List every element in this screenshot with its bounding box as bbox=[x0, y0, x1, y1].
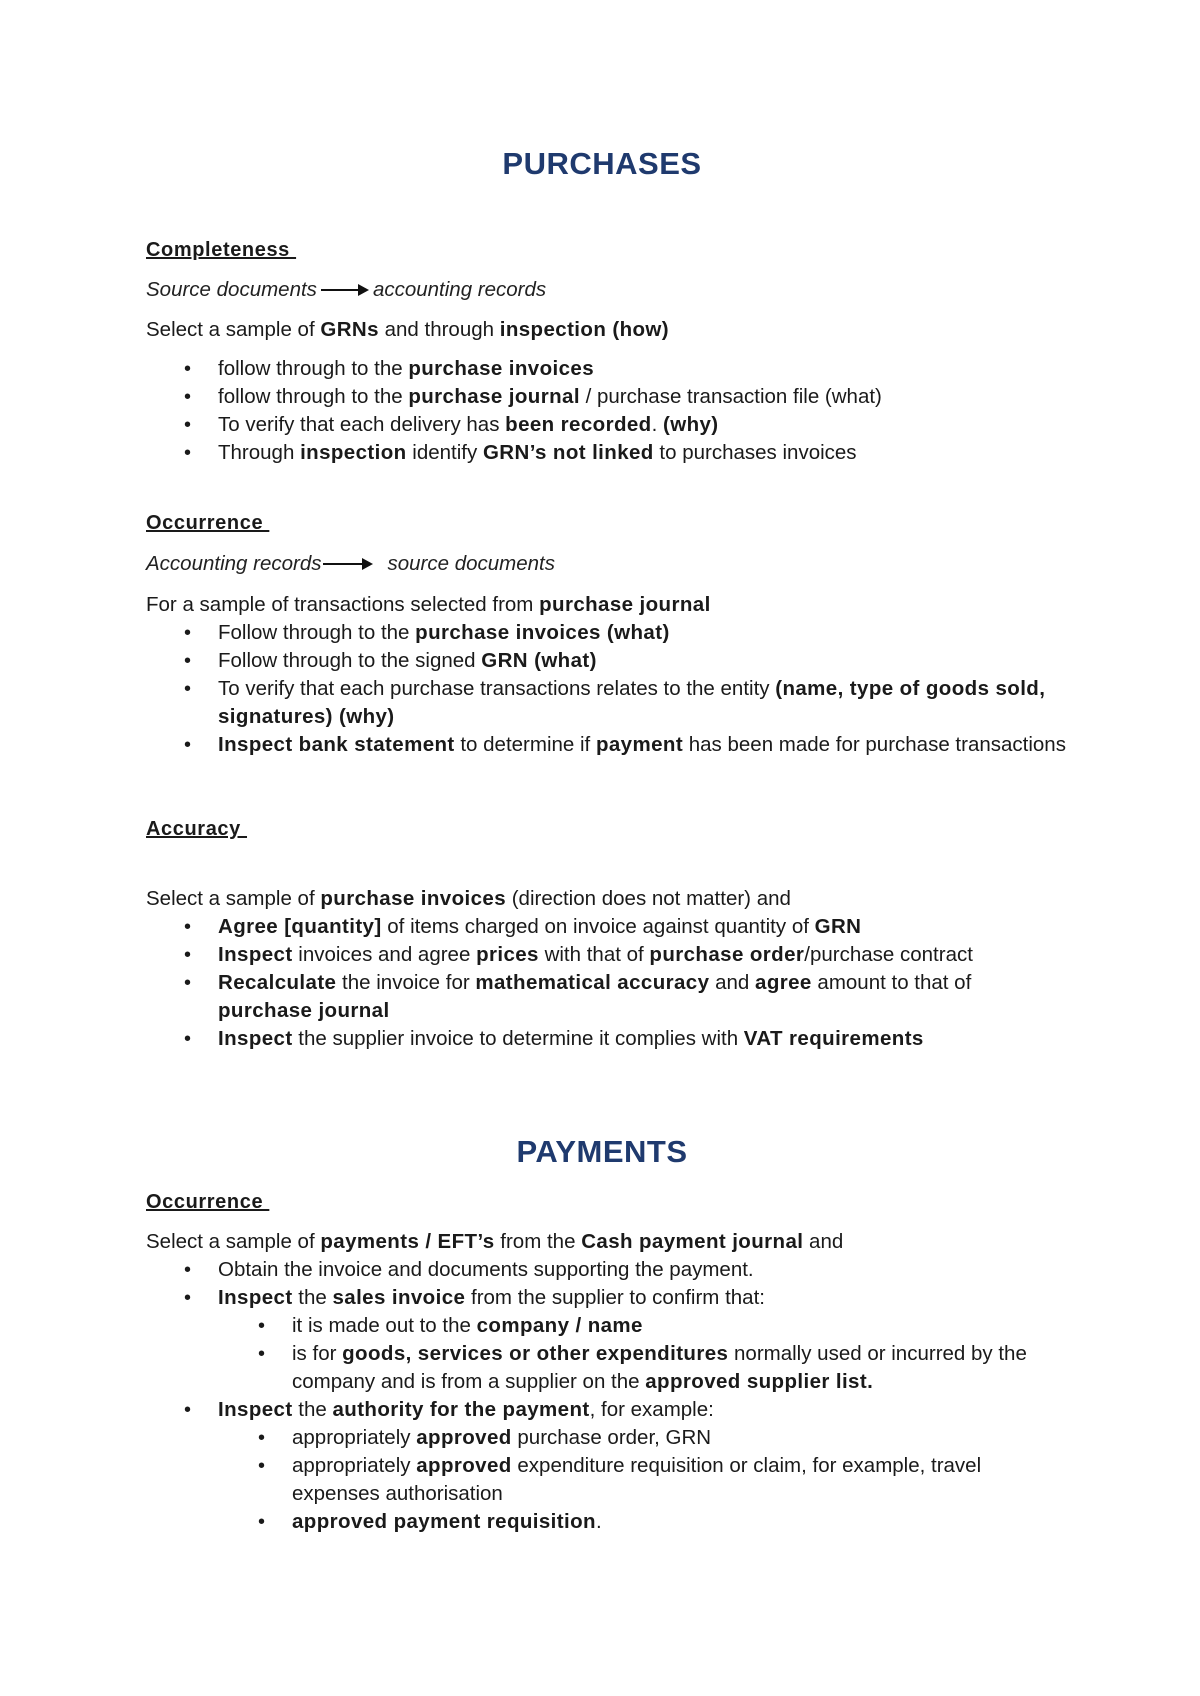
purchases-title: PURCHASES bbox=[502, 146, 702, 181]
bullet-icon: • bbox=[258, 1315, 266, 1337]
bullet-icon: • bbox=[184, 734, 192, 756]
bold-text: (name, type of goods sold, signatures) (why) bbox=[218, 677, 1046, 728]
list-item bbox=[146, 439, 1066, 467]
text-run: . bbox=[651, 413, 664, 436]
bullet-icon: • bbox=[184, 916, 192, 938]
list-item bbox=[146, 913, 1066, 941]
completeness-flow bbox=[146, 278, 546, 302]
accuracy-list bbox=[146, 913, 1066, 1053]
text-run: (direction does not matter) and bbox=[506, 887, 791, 910]
bold-text: purchase invoices (what) bbox=[415, 621, 670, 644]
text-run: purchase order, GRN bbox=[511, 1426, 712, 1449]
bullet-icon: • bbox=[184, 972, 192, 994]
text-run: To verify that each delivery has bbox=[218, 413, 506, 436]
text-run: to determine if bbox=[454, 733, 596, 756]
text-run: of items charged on invoice against quantity of bbox=[381, 915, 815, 938]
list-item bbox=[146, 1284, 1066, 1312]
text-run: and bbox=[709, 971, 756, 994]
bold-text: purchase invoices bbox=[408, 357, 595, 380]
right-arrow-icon bbox=[323, 558, 373, 570]
bold-text: purchase order bbox=[649, 943, 805, 966]
bold-text: Inspect bank statement bbox=[218, 733, 455, 756]
text-run: has been made for purchase transactions bbox=[683, 733, 1066, 756]
completeness-intro bbox=[146, 316, 669, 344]
text-run: invoices and agree bbox=[292, 943, 477, 966]
list-item bbox=[146, 383, 1066, 411]
text-run: Follow through to the signed bbox=[218, 649, 482, 672]
bold-text: company / name bbox=[476, 1314, 643, 1337]
bullet-icon: • bbox=[184, 1028, 192, 1050]
text-run: To verify that each purchase transactions relates to the entity bbox=[218, 677, 776, 700]
bullet-icon: • bbox=[184, 1399, 192, 1421]
list-item bbox=[146, 1256, 1066, 1284]
text-run: Select a sample of bbox=[146, 318, 321, 341]
completeness-heading: Completeness bbox=[146, 239, 297, 261]
bold-text: sales invoice bbox=[332, 1286, 466, 1309]
bullet-icon: • bbox=[258, 1455, 266, 1477]
bullet-icon: • bbox=[184, 622, 192, 644]
occurrence-heading: Occurrence bbox=[146, 512, 270, 534]
bullet-icon: • bbox=[258, 1511, 266, 1533]
bold-text: goods, services or other expenditures bbox=[342, 1342, 729, 1365]
bold-text: Inspect bbox=[218, 1398, 293, 1421]
bold-text: purchase journal bbox=[218, 999, 390, 1022]
flow-to: accounting records bbox=[372, 278, 547, 301]
bullet-icon: • bbox=[184, 442, 192, 464]
flow-from: Accounting records bbox=[146, 552, 322, 575]
list-item bbox=[146, 969, 1066, 1025]
bullet-icon: • bbox=[184, 678, 192, 700]
bullet-icon: • bbox=[184, 650, 192, 672]
text-run: normally used or incurred by the company and is from a supplier on the bbox=[292, 1342, 1027, 1393]
text-run: it is made out to the bbox=[292, 1314, 477, 1337]
bold-text: approved supplier list. bbox=[645, 1370, 874, 1393]
payments-intro bbox=[146, 1228, 843, 1256]
bold-text: approved bbox=[416, 1454, 512, 1477]
text-run: Select a sample of bbox=[146, 887, 321, 910]
text-run: appropriately bbox=[292, 1454, 417, 1477]
bold-text: prices bbox=[476, 943, 539, 966]
text-run: from the bbox=[494, 1230, 582, 1253]
text-run: and bbox=[803, 1230, 844, 1253]
right-arrow-icon bbox=[321, 284, 369, 296]
bold-text: payments / EFT’s bbox=[320, 1230, 495, 1253]
sub-list-item bbox=[146, 1508, 1066, 1536]
text-run: Through bbox=[218, 441, 301, 464]
bullet-icon: • bbox=[184, 386, 192, 408]
text-run: with that of bbox=[538, 943, 650, 966]
list-item bbox=[146, 619, 1066, 647]
bold-text: Recalculate bbox=[218, 971, 337, 994]
bullet-icon: • bbox=[184, 414, 192, 436]
text-run: to purchases invoices bbox=[653, 441, 857, 464]
bold-text: Inspect bbox=[218, 1286, 293, 1309]
bold-text: Cash payment journal bbox=[581, 1230, 804, 1253]
text-run: the supplier invoice to determine it complies with bbox=[292, 1027, 744, 1050]
text-run: expenditure requisition or claim, for example, travel expenses authorisation bbox=[292, 1454, 982, 1505]
bold-text: Inspect bbox=[218, 943, 293, 966]
text-run: Obtain the invoice and documents supporting the payment. bbox=[218, 1258, 754, 1281]
text-run: follow through to the bbox=[218, 357, 409, 380]
bold-text: GRN (what) bbox=[481, 649, 597, 672]
accuracy-heading: Accuracy bbox=[146, 818, 248, 840]
bold-text: Inspect bbox=[218, 1027, 293, 1050]
bold-text: purchase invoices bbox=[320, 887, 507, 910]
list-item bbox=[146, 941, 1066, 969]
bold-text: GRN’s not linked bbox=[482, 441, 654, 464]
text-run: is for bbox=[292, 1342, 343, 1365]
bold-text: VAT requirements bbox=[743, 1027, 924, 1050]
completeness-list bbox=[146, 355, 1066, 467]
bullet-icon: • bbox=[184, 1259, 192, 1281]
sub-list-item bbox=[146, 1312, 1066, 1340]
bold-text: approved payment requisition bbox=[292, 1510, 596, 1533]
bullet-icon: • bbox=[184, 944, 192, 966]
accuracy-intro bbox=[146, 885, 791, 913]
bold-text: payment bbox=[595, 733, 684, 756]
list-item bbox=[146, 647, 1066, 675]
occurrence-intro bbox=[146, 591, 711, 619]
list-item bbox=[146, 731, 1066, 759]
payments-title: PAYMENTS bbox=[516, 1134, 688, 1169]
bold-text: purchase journal bbox=[539, 593, 711, 616]
list-item bbox=[146, 411, 1066, 439]
text-run: /purchase contract bbox=[804, 943, 973, 966]
text-run: the bbox=[292, 1286, 333, 1309]
text-run: Follow through to the bbox=[218, 621, 416, 644]
text-run: amount to that of bbox=[811, 971, 972, 994]
sub-list-item bbox=[146, 1340, 1066, 1396]
list-item bbox=[146, 1025, 1066, 1053]
text-run: the bbox=[292, 1398, 333, 1421]
bold-text: been recorded bbox=[505, 413, 652, 436]
text-run: For a sample of transactions selected from bbox=[146, 593, 540, 616]
bullet-icon: • bbox=[184, 358, 192, 380]
occurrence-flow bbox=[146, 552, 555, 576]
bullet-icon: • bbox=[184, 1287, 192, 1309]
bold-text: (why) bbox=[663, 413, 719, 436]
occurrence-list bbox=[146, 619, 1066, 759]
text-run: and through bbox=[378, 318, 500, 341]
text-run: , for example: bbox=[589, 1398, 714, 1421]
sub-list-item bbox=[146, 1424, 1066, 1452]
text-run: appropriately bbox=[292, 1426, 417, 1449]
bold-text: mathematical accuracy bbox=[475, 971, 710, 994]
bold-text: authority for the payment bbox=[332, 1398, 590, 1421]
sub-list-item bbox=[146, 1452, 1066, 1508]
bullet-icon: • bbox=[258, 1343, 266, 1365]
text-run: Select a sample of bbox=[146, 1230, 321, 1253]
text-run: the invoice for bbox=[336, 971, 476, 994]
list-item bbox=[146, 675, 1066, 731]
text-run: follow through to the bbox=[218, 385, 409, 408]
text-run: from the supplier to confirm that: bbox=[465, 1286, 765, 1309]
text-run: / purchase transaction file (what) bbox=[579, 385, 882, 408]
bold-text: inspection (how) bbox=[499, 318, 669, 341]
bold-text: GRNs bbox=[320, 318, 379, 341]
bold-text: purchase journal bbox=[408, 385, 580, 408]
bold-text: Agree [quantity] bbox=[218, 915, 382, 938]
flow-from: Source documents bbox=[146, 278, 317, 301]
bold-text: approved bbox=[416, 1426, 512, 1449]
list-item bbox=[146, 355, 1066, 383]
bold-text: agree bbox=[755, 971, 812, 994]
text-run: identify bbox=[406, 441, 483, 464]
bullet-icon: • bbox=[258, 1427, 266, 1449]
payments-occurrence-heading: Occurrence bbox=[146, 1191, 270, 1213]
payments-list bbox=[146, 1256, 1066, 1536]
bold-text: GRN bbox=[814, 915, 862, 938]
flow-to: source documents bbox=[387, 552, 555, 575]
list-item bbox=[146, 1396, 1066, 1424]
text-run: . bbox=[595, 1510, 602, 1533]
bold-text: inspection bbox=[300, 441, 407, 464]
